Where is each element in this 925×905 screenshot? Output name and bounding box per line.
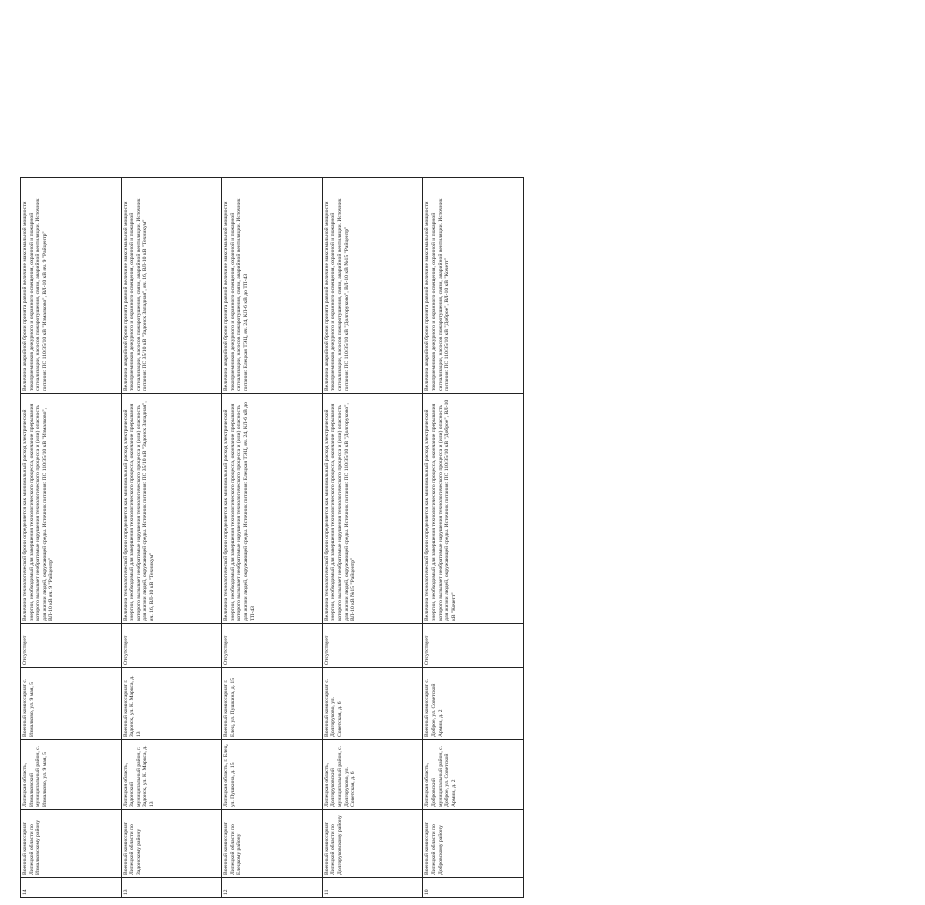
technological-reserve-cell: Величина технологической брони определяется как минимальный расход электрической энергии, необходимый для завершения технологического процесса, окончание прерывания которого вызывает необратимые нарушения технологического процесса и (или) опасность для жизни людей, окружающей среды. Источник питания: ПС 35/10 кВ "Задонск Западная", яч. 16, ВЛ-10 кВ "Техникум": [121, 394, 222, 624]
absent-cell: Отсутствует: [322, 624, 423, 668]
table-row: [21, 178, 122, 898]
table-row: [222, 178, 323, 898]
commissariat-name: Военный комиссариат Липецкой области по Измалковскому району: [21, 810, 122, 878]
absent-cell: Отсутствует: [222, 624, 323, 668]
commissariat-name: Военный комиссариат Липецкой области по Добровскому району: [423, 810, 524, 878]
address-cell: Липецкая область, г. Елец, ул. Пушкина, д. 15: [222, 740, 323, 810]
absent-cell: Отсутствует: [21, 624, 122, 668]
table-row: [322, 178, 423, 898]
emergency-reserve-cell: Величина аварийной брони принята равной величине максимальной мощности токоприемников дежурного и охранного освещения, охранной и пожарной сигнализации, насосов пожаротушения, связи, аварийной вентиляции. Источник питания: ПС 110/35/10 кВ "Доброе", ВЛ-10 кВ "Кочетт": [423, 178, 524, 394]
table-row: [121, 178, 222, 898]
table-row: [423, 178, 524, 898]
address-cell: Липецкая область, Добровский муниципальный район, с. Доброе, ул. Советской Армии, д. 2: [423, 740, 524, 810]
emergency-reserve-cell: Величина аварийной брони принята равной величине максимальной мощности токоприемников дежурного и охранного освещения, охранной и пожарной сигнализации, насосов пожаротушения, связи, аварийной вентиляции. Источник питания: ПС 110/35/10 кВ "Долгоруково", ВЛ-10 кВ №15 "Райцентр": [322, 178, 423, 394]
address-cell: Липецкая область, Измалковский муниципальный район, с. Измалково, ул. 9 мая, 5: [21, 740, 122, 810]
absent-cell: Отсутствует: [423, 624, 524, 668]
row-number: 13: [121, 878, 222, 898]
technological-reserve-cell: Величина технологической брони определяется как минимальный расход электрической энергии, необходимый для завершения технологического процесса, окончание прерывания которого вызывает необратимые нарушения технологического процесса и (или) опасность для жизни людей, окружающей среды. Источник питания: ПС 110/35/10 кВ "Долгоруково", ВЛ-10 кВ №15 "Райцентр": [322, 394, 423, 624]
location-cell: Военный комиссариат с. Доброе, ул. Советской Армии, д. 2: [423, 668, 524, 740]
emergency-reserve-cell: Величина аварийной брони принята равной величине максимальной мощности токоприемников дежурного и охранного освещения, охранной и пожарной сигнализации, насосов пожаротушения, связи, аварийной вентиляции. Источник питания: ПС 35/10 кВ "Задонск Западная", яч. 16, ВЛ-10 кВ "Техникум": [121, 178, 222, 394]
power-reserve-table: [20, 177, 524, 898]
commissariat-name: Военный комиссариат Липецкой области по Долгоруковскому району: [322, 810, 423, 878]
absent-cell: Отсутствует: [121, 624, 222, 668]
address-cell: Липецкая область, Долгоруковский муниципальный район, с. Долгоруково, ул. Советская, д. 6: [322, 740, 423, 810]
technological-reserve-cell: Величина технологической брони определяется как минимальный расход электрической энергии, необходимый для завершения технологического процесса, окончание прерывания которого вызывает необратимые нарушения технологического процесса и (или) опасность для жизни людей, окружающей среды. Источник питания: Елецкая ТЭЦ, яч. 24, КЛ-6 кВ до ТП-43: [222, 394, 323, 624]
location-cell: Военный комиссариат с. Измалково, ул. 9 мая, 5: [21, 668, 122, 740]
location-cell: Военный комиссариат г. Задонск, ул. К. Маркса, д. 13: [121, 668, 222, 740]
technological-reserve-cell: Величина технологической брони определяется как минимальный расход электрической энергии, необходимый для завершения технологического процесса, окончание прерывания которого вызывает необратимые нарушения технологического процесса и (или) опасность для жизни людей, окружающей среды. Источник питания: ПС 110/35/10 кВ "Доброе", ВЛ-10 кВ "Кочетт": [423, 394, 524, 624]
row-number: 10: [423, 878, 524, 898]
address-cell: Липецкая область, Задонский муниципальный район, г. Задонск, ул. К. Маркса, д. 13: [121, 740, 222, 810]
row-number: 12: [222, 878, 323, 898]
location-cell: Военный комиссариат г. Елец, ул. Пушкина, д. 15: [222, 668, 323, 740]
document-page: [20, 178, 925, 895]
row-number: 11: [322, 878, 423, 898]
commissariat-name: Военный комиссариат Липецкой области по Задонскому району: [121, 810, 222, 878]
rotated-table-wrapper: [20, 178, 524, 898]
emergency-reserve-cell: Величина аварийной брони принята равной величине максимальной мощности токоприемников дежурного и охранного освещения, охранной и пожарной сигнализации, насосов пожаротушения, связи, аварийной вентиляции. Источник питания: ПС 110/35/10 кВ "Измалково", ВЛ-10 кВ яч. 9 "Райцентр": [21, 178, 122, 394]
location-cell: Военный комиссариат с. Долгоруково, ул. Советская, д. 6: [322, 668, 423, 740]
emergency-reserve-cell: Величина аварийной брони принята равной величине максимальной мощности токоприемников дежурного и охранного освещения, охранной и пожарной сигнализации, насосов пожаротушения, связи, аварийной вентиляции. Источник питания: Елецкая ТЭЦ, яч. 24, КЛ-6 кВ до ТП-43: [222, 178, 323, 394]
commissariat-name: Военный комиссариат Липецкой области по Елецкому району: [222, 810, 323, 878]
technological-reserve-cell: Величина технологической брони определяется как минимальный расход электрической энергии, необходимый для завершения технологического процесса, окончание прерывания которого вызывает необратимые нарушения технологического процесса и (или) опасность для жизни людей, окружающей среды. Источник питания: ПС 110/35/10 кВ "Измалково", ВЛ-10 кВ яч. 9 "Райцентр": [21, 394, 122, 624]
row-number: 14: [21, 878, 122, 898]
